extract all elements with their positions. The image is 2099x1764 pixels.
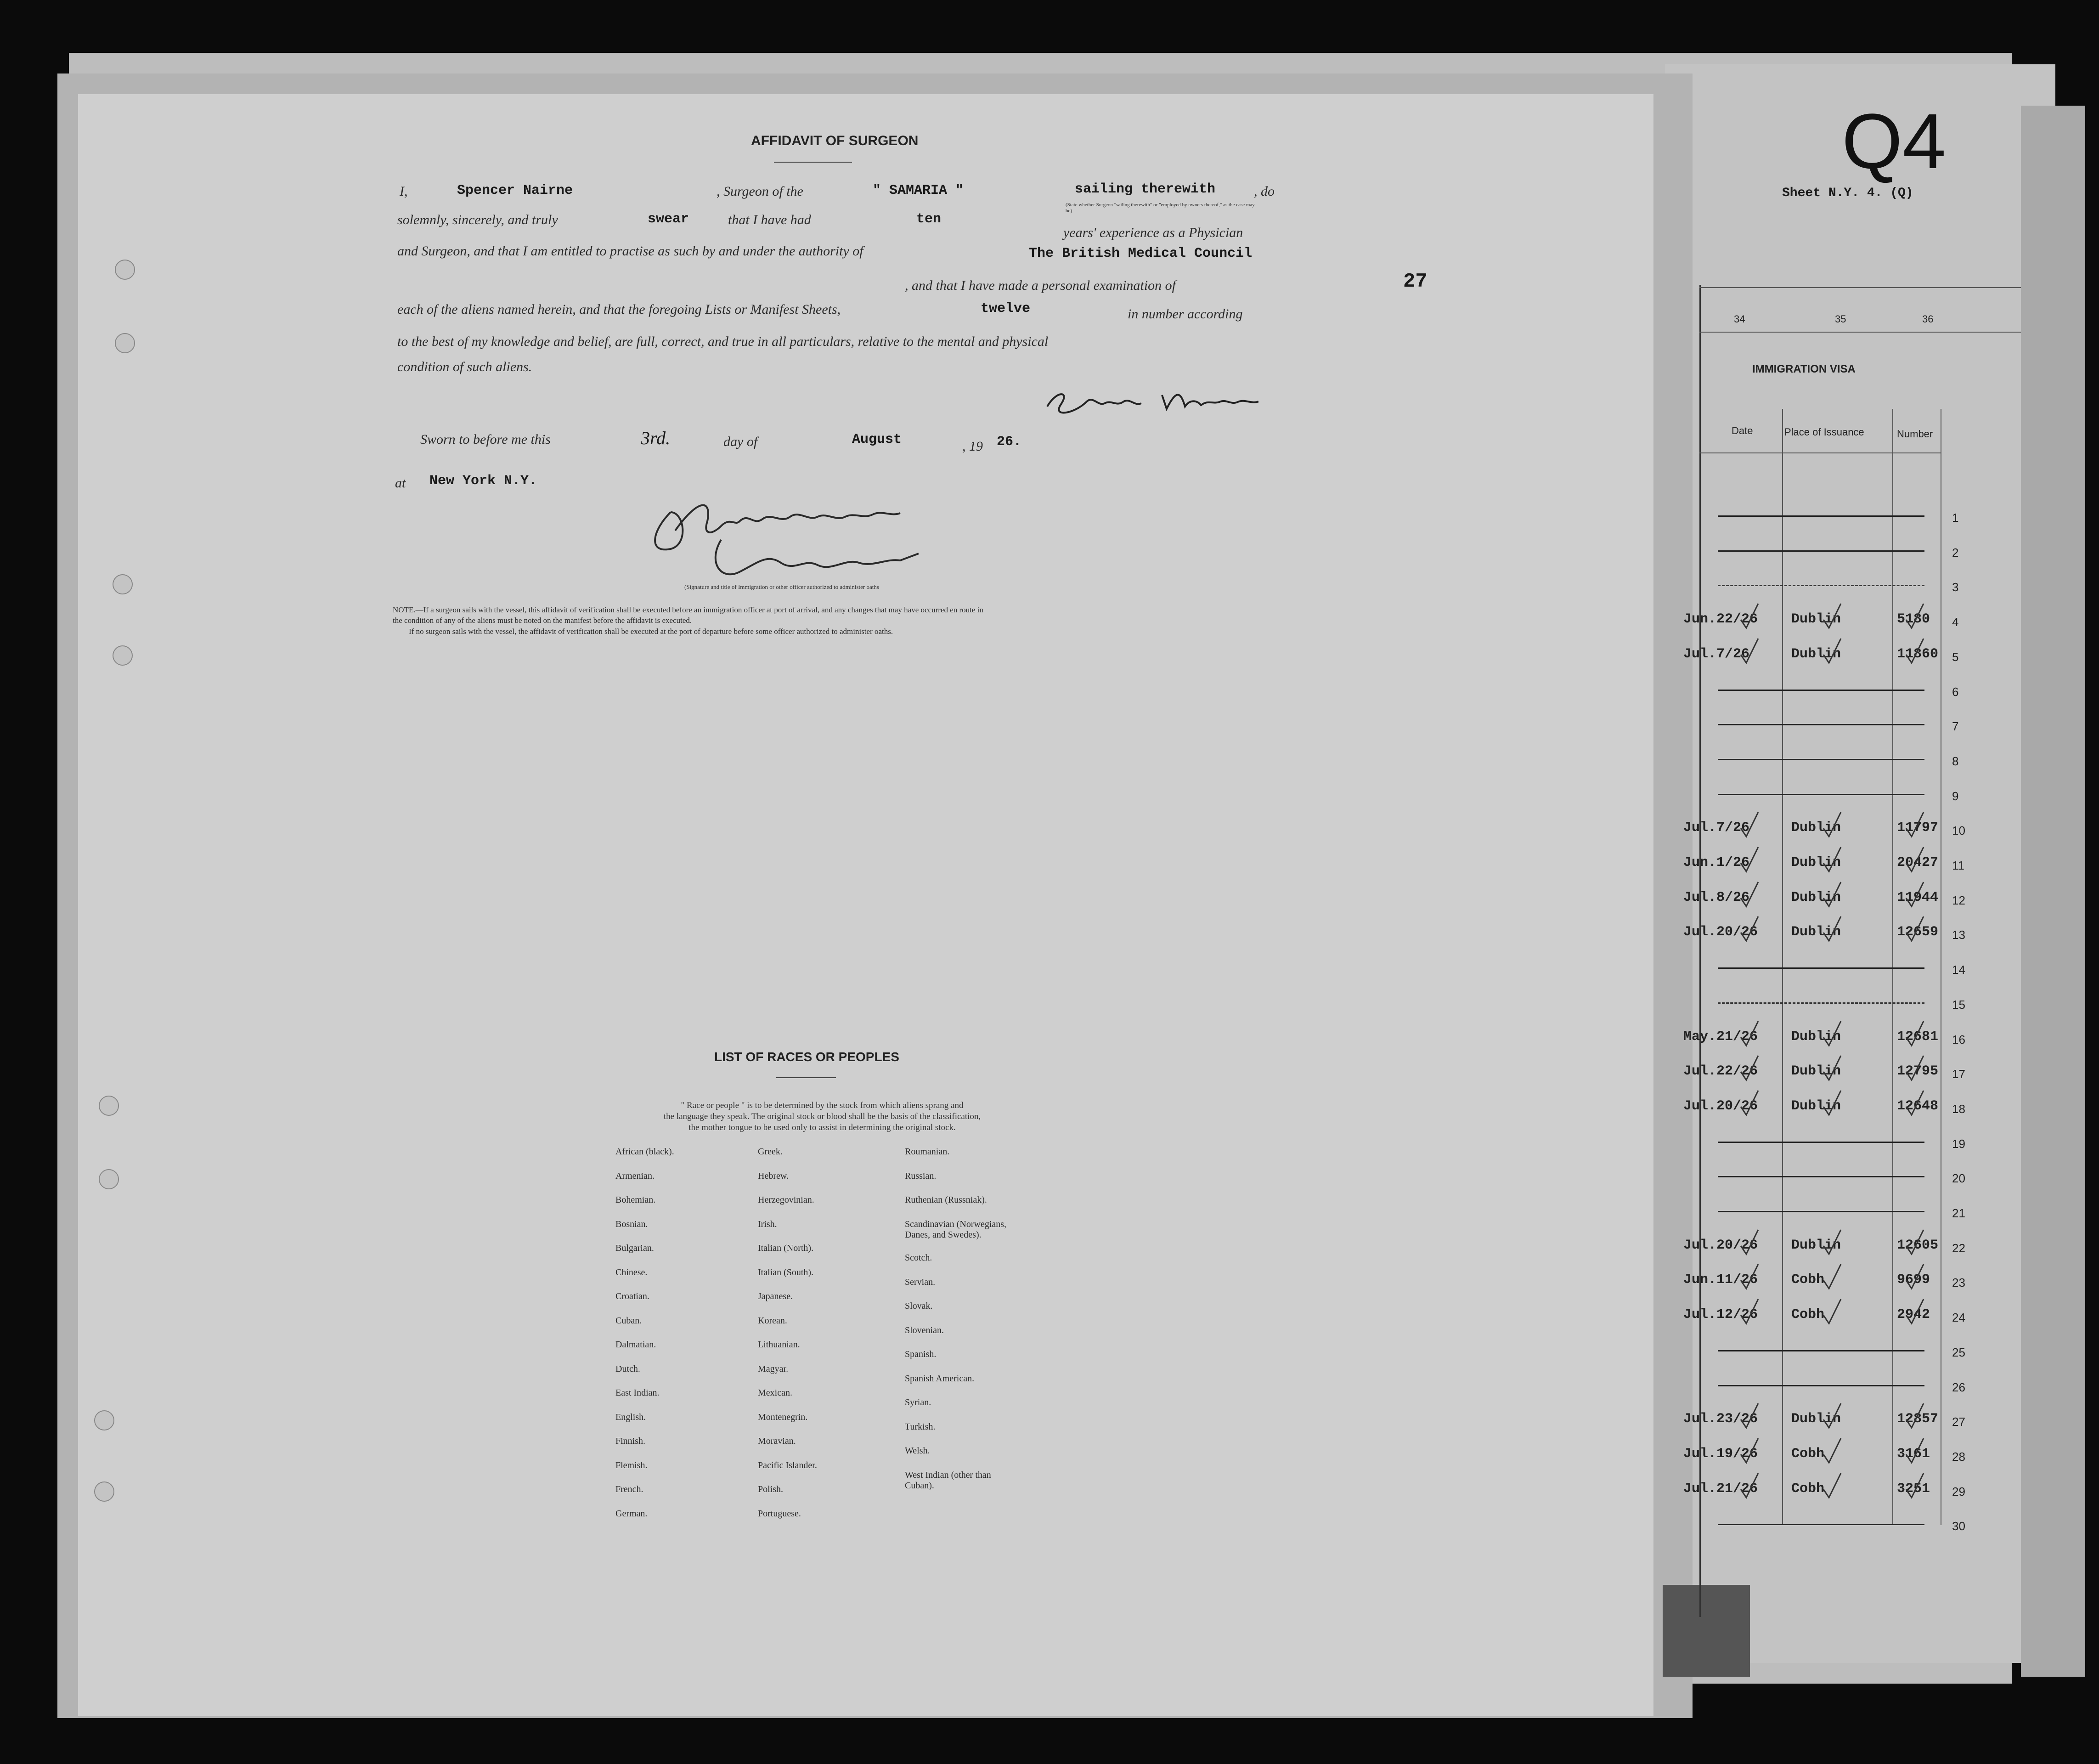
check-marks (1736, 914, 1929, 946)
races-intro-line-3: the mother tongue to be used only to assist in determining the original stock. (688, 1123, 956, 1132)
ditto-line (1718, 1002, 1924, 1004)
race-entry: Syrian. (905, 1397, 931, 1408)
punch-hole (99, 1096, 119, 1116)
check-marks (1736, 1262, 1929, 1294)
col-number-34: 34 (1734, 313, 1745, 325)
race-entry: Cuban. (615, 1316, 642, 1326)
visa-place-cell: Dublin (1791, 924, 1841, 940)
visa-number-cell: 9699 (1897, 1272, 1930, 1288)
visa-date-cell: Jul.20/26 (1683, 924, 1758, 940)
race-entry: Flemish. (615, 1460, 648, 1470)
visa-row-number: 20 (1952, 1171, 1965, 1185)
visa-title: IMMIGRATION VISA (1752, 363, 1856, 375)
visa-row-number: 28 (1952, 1450, 1965, 1464)
visa-row-number: 21 (1952, 1206, 1965, 1220)
race-entry: Cuban). (905, 1481, 934, 1491)
ditto-line (1718, 759, 1924, 760)
visa-row-number: 23 (1952, 1276, 1965, 1289)
ditto-line (1718, 515, 1924, 517)
race-entry: Bulgarian. (615, 1243, 654, 1253)
race-entry: Spanish American. (905, 1374, 975, 1384)
visa-date-cell: Jul.21/26 (1683, 1481, 1758, 1497)
side-number: 27 (1403, 270, 1428, 293)
visa-number-cell: 12857 (1897, 1411, 1939, 1427)
visa-row-number: 19 (1952, 1137, 1965, 1151)
ship-name-value: " SAMARIA " (873, 183, 964, 198)
sailing-status-value: sailing therewith (1075, 181, 1216, 197)
races-intro-line-1: " Race or people " is to be determined by the stock from which aliens sprang and (681, 1101, 964, 1110)
ditto-line (1718, 1211, 1924, 1212)
visa-row-number: 5 (1952, 650, 1959, 664)
sheet-top-rule (1699, 287, 2021, 288)
races-intro (581, 1100, 1063, 1133)
check-marks (1736, 1297, 1929, 1329)
check-marks (1736, 1088, 1929, 1120)
race-entry: Lithuanian. (758, 1340, 800, 1350)
check-marks (1736, 1401, 1929, 1433)
visa-number-cell: 11944 (1897, 890, 1939, 905)
race-entry: Slovenian. (905, 1325, 944, 1335)
visa-row-number: 13 (1952, 928, 1965, 942)
race-entry: East Indian. (615, 1388, 660, 1398)
officer-caption: (Signature and title of Immigration or other officer authorized to administer oaths (684, 583, 879, 590)
visa-row-number: 6 (1952, 685, 1959, 699)
sworn-mid: day of (723, 434, 758, 449)
visa-row-number: 29 (1952, 1485, 1965, 1498)
race-entry: Portuguese. (758, 1509, 801, 1519)
ditto-line (1718, 1350, 1924, 1351)
visa-number-cell: 11797 (1897, 820, 1939, 836)
col-number-36: 36 (1922, 313, 1934, 325)
race-entry: Herzegovinian. (758, 1195, 814, 1205)
check-marks (1736, 1019, 1929, 1051)
visa-row-number: 25 (1952, 1346, 1965, 1359)
check-marks (1736, 1436, 1929, 1468)
affidavit-title: AFFIDAVIT OF SURGEON (751, 133, 919, 148)
ditto-line (1718, 1385, 1924, 1386)
visa-col-line (1892, 409, 1893, 1525)
visa-number-cell: 12681 (1897, 1029, 1939, 1045)
sailing-status-note: (State whether Surgeon "sailing therewith" or "employed by owners thereof," as the case may be) (1066, 202, 1255, 214)
visa-date-cell: Jul.12/26 (1683, 1307, 1758, 1323)
affidavit-line2-start: solemnly, sincerely, and truly (397, 212, 558, 227)
race-entry: West Indian (other than (905, 1470, 991, 1480)
visa-row-number: 11 (1952, 859, 1964, 872)
visa-row-number: 18 (1952, 1102, 1965, 1116)
race-entry: English. (615, 1412, 646, 1422)
note-line1 (393, 605, 983, 615)
affidavit-line7: condition of such aliens. (397, 359, 532, 374)
visa-place-cell: Cobh (1791, 1446, 1825, 1462)
visa-date-cell: Jun.11/26 (1683, 1272, 1758, 1288)
ditto-line (1718, 550, 1924, 552)
affidavit-line4-end: , and that I have made a personal examination of (905, 278, 1176, 293)
officer-signature (643, 485, 937, 595)
race-entry: Turkish. (905, 1422, 936, 1432)
race-entry: Dutch. (615, 1364, 640, 1374)
visa-date-cell: Jul.20/26 (1683, 1238, 1758, 1253)
sheet-label: Sheet N.Y. 4. (Q) (1782, 186, 1913, 200)
visa-row-number: 10 (1952, 824, 1965, 837)
visa-date-cell: Jul.8/26 (1683, 890, 1750, 905)
punch-hole (94, 1481, 114, 1502)
race-entry: Bohemian. (615, 1195, 656, 1205)
visa-row-number: 24 (1952, 1311, 1965, 1324)
visa-number-cell: 12659 (1897, 924, 1939, 940)
check-marks (1736, 1471, 1929, 1503)
check-marks (1736, 1227, 1929, 1260)
oath-value: swear (648, 211, 689, 227)
visa-number-cell: 5180 (1897, 611, 1930, 627)
visa-number-cell: 11860 (1897, 646, 1939, 662)
note-text-1: —If a surgeon sails with the vessel, this affidavit of verification shall be executed before an immigration officer at port of arrival, and any changes that may have occurred en route in (415, 605, 983, 614)
race-entry: Moravian. (758, 1436, 796, 1446)
visa-number-cell: 3251 (1897, 1481, 1930, 1497)
visa-number-cell: 3161 (1897, 1446, 1930, 1462)
visa-row-number: 4 (1952, 615, 1959, 629)
race-entry: Italian (South). (758, 1267, 814, 1278)
visa-row-number: 7 (1952, 719, 1959, 733)
races-intro-line-2: the language they speak. The original stock or blood shall be the basis of the classification, (663, 1112, 981, 1121)
visa-place-cell: Dublin (1791, 1411, 1841, 1427)
visa-date-cell: May.21/26 (1683, 1029, 1758, 1045)
visa-number-cell: 12605 (1897, 1238, 1939, 1253)
ditto-line (1718, 585, 1924, 586)
visa-row-number: 15 (1952, 998, 1965, 1012)
check-marks (1736, 880, 1929, 912)
race-entry: Armenian. (615, 1171, 655, 1181)
col-number-rule (1699, 332, 2021, 333)
race-entry: Mexican. (758, 1388, 792, 1398)
race-entry: Montenegrin. (758, 1412, 808, 1422)
at-label: at (395, 475, 406, 491)
visa-place-cell: Dublin (1791, 646, 1841, 662)
year-value: 26. (997, 434, 1022, 450)
race-entry: Polish. (758, 1484, 784, 1494)
sheet-mark: Q4 (1842, 98, 1946, 185)
col-number-35: 35 (1835, 313, 1846, 325)
visa-row-number: 26 (1952, 1380, 1965, 1394)
visa-row-number: 2 (1952, 546, 1959, 560)
race-entry: Servian. (905, 1277, 936, 1287)
visa-row-number: 3 (1952, 580, 1959, 594)
visa-place-cell: Cobh (1791, 1272, 1825, 1288)
visa-row-number: 22 (1952, 1241, 1965, 1255)
visa-row-number: 30 (1952, 1519, 1965, 1533)
visa-number-cell: 20427 (1897, 855, 1939, 871)
stacked-page-edges (2021, 106, 2085, 1677)
ditto-line (1718, 1176, 1924, 1177)
race-entry: Danes, and Swedes). (905, 1230, 982, 1240)
ditto-line (1718, 1524, 1924, 1525)
affidavit-line1-i: I, (400, 184, 408, 199)
affidavit-line2-end: years' experience as a Physician (1063, 225, 1243, 240)
visa-place-cell: Dublin (1791, 890, 1841, 905)
visa-row-number: 14 (1952, 963, 1965, 977)
visa-number-cell: 12795 (1897, 1063, 1939, 1079)
race-entry: Japanese. (758, 1291, 793, 1301)
race-entry: Irish. (758, 1219, 777, 1229)
visa-place-cell: Cobh (1791, 1481, 1825, 1497)
check-marks (1736, 845, 1929, 877)
punch-hole (115, 260, 135, 280)
race-entry: German. (615, 1509, 648, 1519)
race-entry: Hebrew. (758, 1171, 789, 1181)
visa-row-number: 9 (1952, 789, 1959, 803)
visa-date-cell: Jul.19/26 (1683, 1446, 1758, 1462)
sworn-day-value: 3rd. (641, 428, 671, 448)
affidavit-line5-end: in number according (1128, 306, 1243, 322)
visa-date-cell: Jul.23/26 (1683, 1411, 1758, 1427)
header-date: Date (1732, 425, 1753, 436)
ditto-line (1718, 1142, 1924, 1143)
visa-header-rule (1699, 452, 1941, 453)
years-value: ten (916, 211, 942, 227)
sheets-count-value: twelve (981, 301, 1031, 317)
visa-row-number: 16 (1952, 1033, 1965, 1046)
race-entry: French. (615, 1484, 643, 1494)
header-place: Place of Issuance (1784, 426, 1864, 438)
race-entry: Ruthenian (Russniak). (905, 1195, 987, 1205)
race-entry: Pacific Islander. (758, 1460, 817, 1470)
visa-row-number: 17 (1952, 1067, 1965, 1081)
surgeon-name-value: Spencer Nairne (457, 183, 573, 198)
check-marks (1736, 1053, 1929, 1086)
race-entry: Finnish. (615, 1436, 646, 1446)
visa-row-number: 1 (1952, 511, 1959, 525)
title-underline (774, 162, 852, 163)
ditto-line (1718, 724, 1924, 725)
race-entry: Roumanian. (905, 1147, 950, 1157)
affidavit-line2-mid: that I have had (728, 212, 811, 227)
race-entry: Spanish. (905, 1349, 937, 1359)
ditto-line (1718, 690, 1924, 691)
race-entry: Korean. (758, 1316, 787, 1326)
affidavit-line3-start: and Surgeon, and that I am entitled to practise as such by and under the authority of (397, 243, 863, 259)
race-entry: Dalmatian. (615, 1340, 656, 1350)
race-entry: Scandinavian (Norwegians, (905, 1219, 1007, 1229)
race-entry: African (black). (615, 1147, 674, 1157)
visa-place-cell: Dublin (1791, 1063, 1841, 1079)
sworn-start: Sworn to before me this (420, 432, 551, 447)
race-entry: Scotch. (905, 1253, 932, 1263)
affidavit-line1-mid: , Surgeon of the (717, 184, 803, 199)
affidavit-line1-end: , do (1254, 184, 1275, 199)
race-entry: Slovak. (905, 1301, 933, 1311)
visa-place-cell: Dublin (1791, 1029, 1841, 1045)
visa-row-number: 27 (1952, 1415, 1965, 1429)
race-entry: Greek. (758, 1147, 783, 1157)
race-entry: Welsh. (905, 1446, 930, 1456)
check-marks (1736, 810, 1929, 842)
affidavit-line6: to the best of my knowledge and belief, are full, correct, and true in all particulars, relative to the mental and physical (397, 334, 1049, 349)
sworn-month-value: August (852, 432, 902, 447)
shadow-area (1663, 1585, 1750, 1677)
race-entry: Croatian. (615, 1291, 649, 1301)
race-entry: Magyar. (758, 1364, 789, 1374)
race-entry: Russian. (905, 1171, 937, 1181)
races-title-underline (776, 1077, 836, 1078)
punch-hole (94, 1410, 114, 1430)
check-marks (1736, 636, 1929, 668)
place-value: New York N.Y. (429, 473, 537, 489)
visa-date-cell: Jul.7/26 (1683, 820, 1750, 836)
visa-row-number: 8 (1952, 754, 1959, 768)
visa-col-line (1782, 409, 1783, 1525)
punch-hole (99, 1169, 119, 1189)
surgeon-signature (1043, 381, 1272, 418)
visa-place-cell: Dublin (1791, 820, 1841, 836)
year-prefix: , 19 (962, 439, 983, 454)
visa-date-cell: Jun.1/26 (1683, 855, 1750, 871)
visa-place-cell: Dublin (1791, 855, 1841, 871)
punch-hole (113, 645, 133, 666)
authority-value: The British Medical Council (1029, 246, 1253, 261)
note-label: NOTE. (393, 605, 416, 614)
visa-number-cell: 2942 (1897, 1307, 1930, 1323)
race-entry: Bosnian. (615, 1219, 648, 1229)
visa-place-cell: Cobh (1791, 1307, 1825, 1323)
check-marks (1736, 601, 1929, 633)
visa-number-cell: 12648 (1897, 1098, 1939, 1114)
visa-date-cell: Jul.20/26 (1683, 1098, 1758, 1114)
note-line3: If no surgeon sails with the vessel, the affidavit of verification shall be executed at the port of departure before some officer authorized to administer oaths. (409, 627, 893, 636)
visa-row-number: 12 (1952, 893, 1965, 907)
ditto-line (1718, 794, 1924, 795)
ditto-line (1718, 967, 1924, 969)
races-title: LIST OF RACES OR PEOPLES (714, 1050, 899, 1064)
race-entry: Italian (North). (758, 1243, 814, 1253)
visa-place-cell: Dublin (1791, 1098, 1841, 1114)
visa-place-cell: Dublin (1791, 1238, 1841, 1253)
header-number: Number (1897, 428, 1933, 440)
visa-date-cell: Jul.7/26 (1683, 646, 1750, 662)
visa-place-cell: Dublin (1791, 611, 1841, 627)
visa-date-cell: Jun.22/26 (1683, 611, 1758, 627)
affidavit-line5-start: each of the aliens named herein, and that the foregoing Lists or Manifest Sheets, (397, 302, 841, 317)
punch-hole (115, 333, 135, 353)
visa-date-cell: Jul.22/26 (1683, 1063, 1758, 1079)
race-entry: Chinese. (615, 1267, 648, 1278)
punch-hole (113, 574, 133, 594)
note-line2: the condition of any of the aliens must be noted on the manifest before the affidavit is executed. (393, 616, 692, 625)
